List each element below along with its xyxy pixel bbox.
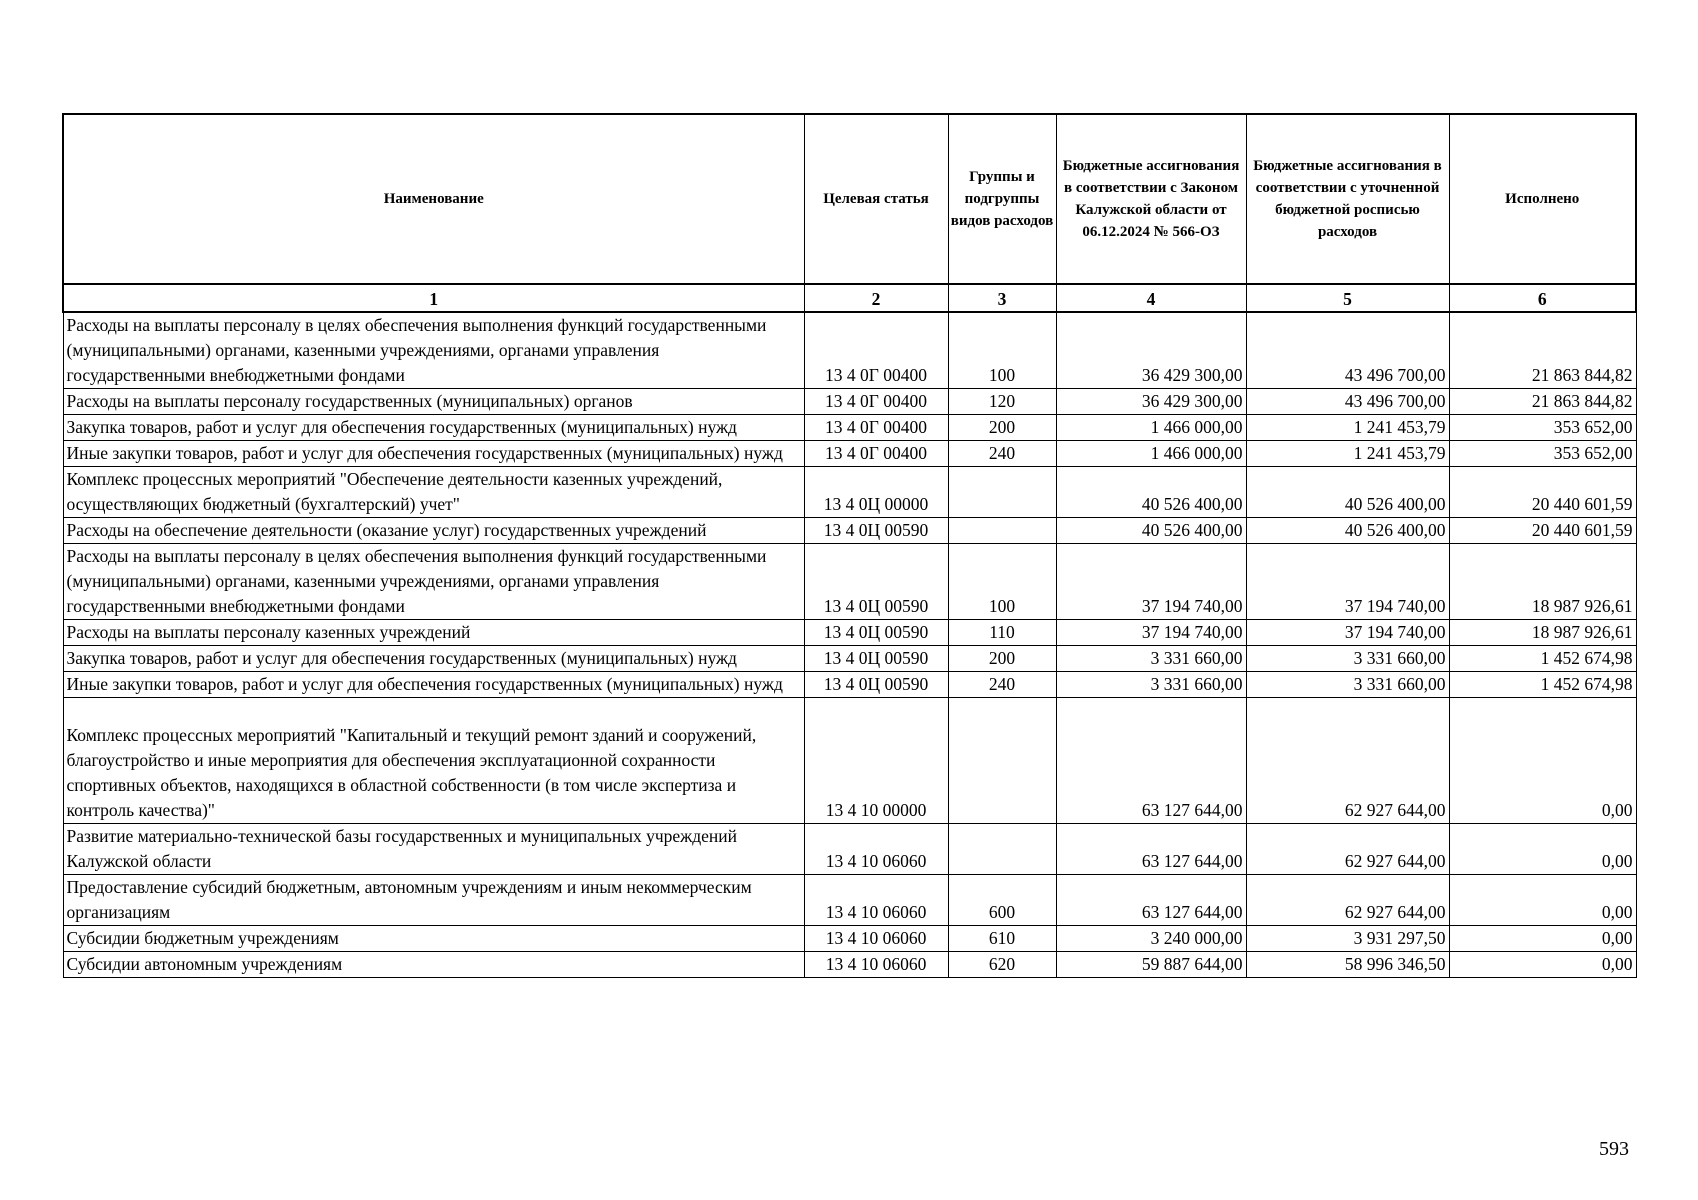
row-expense-group: [948, 467, 1056, 518]
row-target-article: 13 4 0Г 00400: [804, 312, 948, 389]
row-target-article: 13 4 0Г 00400: [804, 389, 948, 415]
table-row: [63, 441, 1636, 467]
header-target-article: Целевая статья: [804, 114, 948, 284]
header-row: [63, 114, 1636, 284]
row-target-article: 13 4 10 06060: [804, 952, 948, 978]
row-name: Расходы на обеспечение деятельности (оказание услуг) государственных учреждений: [63, 518, 804, 544]
row-executed: 18 987 926,61: [1449, 620, 1636, 646]
row-executed: 353 652,00: [1449, 415, 1636, 441]
row-name: Субсидии автономным учреждениям: [63, 952, 804, 978]
row-refined-allocation: 62 927 644,00: [1246, 824, 1449, 875]
row-executed: 0,00: [1449, 824, 1636, 875]
row-law-allocation: 63 127 644,00: [1056, 875, 1246, 926]
row-expense-group: 120: [948, 389, 1056, 415]
page-number: 593: [1599, 1138, 1629, 1160]
column-number: 6: [1449, 284, 1636, 312]
row-expense-group: 620: [948, 952, 1056, 978]
row-target-article: 13 4 0Ц 00590: [804, 544, 948, 620]
row-target-article: 13 4 10 06060: [804, 824, 948, 875]
row-refined-allocation: 43 496 700,00: [1246, 389, 1449, 415]
row-refined-allocation: 62 927 644,00: [1246, 698, 1449, 824]
column-number: 5: [1246, 284, 1449, 312]
header-executed: Исполнено: [1449, 114, 1636, 284]
row-target-article: 13 4 0Г 00400: [804, 441, 948, 467]
row-name: Расходы на выплаты персоналу государственных (муниципальных) органов: [63, 389, 804, 415]
row-expense-group: 200: [948, 415, 1056, 441]
table-row: [63, 467, 1636, 518]
row-name: Субсидии бюджетным учреждениям: [63, 926, 804, 952]
row-expense-group: 100: [948, 544, 1056, 620]
row-target-article: 13 4 10 06060: [804, 875, 948, 926]
table-row: [63, 544, 1636, 620]
row-name: Закупка товаров, работ и услуг для обеспечения государственных (муниципальных) нужд: [63, 415, 804, 441]
column-number: 3: [948, 284, 1056, 312]
table-row: [63, 875, 1636, 926]
row-refined-allocation: 3 331 660,00: [1246, 672, 1449, 698]
row-target-article: 13 4 0Ц 00590: [804, 672, 948, 698]
table-row: [63, 952, 1636, 978]
row-refined-allocation: 40 526 400,00: [1246, 518, 1449, 544]
row-law-allocation: 40 526 400,00: [1056, 467, 1246, 518]
row-expense-group: 100: [948, 312, 1056, 389]
row-law-allocation: 1 466 000,00: [1056, 415, 1246, 441]
row-executed: 0,00: [1449, 875, 1636, 926]
row-law-allocation: 36 429 300,00: [1056, 312, 1246, 389]
row-executed: 0,00: [1449, 926, 1636, 952]
row-name: Развитие материально-технической базы государственных и муниципальных учреждений Калужской области: [63, 824, 804, 875]
row-refined-allocation: 40 526 400,00: [1246, 467, 1449, 518]
row-expense-group: [948, 824, 1056, 875]
row-refined-allocation: 1 241 453,79: [1246, 415, 1449, 441]
row-law-allocation: 37 194 740,00: [1056, 544, 1246, 620]
row-target-article: 13 4 10 06060: [804, 926, 948, 952]
row-target-article: 13 4 0Ц 00590: [804, 518, 948, 544]
row-name: Расходы на выплаты персоналу казенных учреждений: [63, 620, 804, 646]
row-refined-allocation: 62 927 644,00: [1246, 875, 1449, 926]
row-executed: 21 863 844,82: [1449, 389, 1636, 415]
header-refined-allocations: Бюджетные ассигнования в соответствии с уточненной бюджетной росписью расходов: [1246, 114, 1449, 284]
row-law-allocation: 63 127 644,00: [1056, 698, 1246, 824]
header-name: Наименование: [63, 114, 804, 284]
row-law-allocation: 3 331 660,00: [1056, 646, 1246, 672]
row-name: Расходы на выплаты персоналу в целях обеспечения выполнения функций государственными (муниципальными) органами, казенными учреждениями, органами управления государственными внебюджетными фондами: [63, 312, 804, 389]
row-executed: 20 440 601,59: [1449, 518, 1636, 544]
row-target-article: 13 4 10 00000: [804, 698, 948, 824]
row-executed: 1 452 674,98: [1449, 672, 1636, 698]
row-target-article: 13 4 0Ц 00000: [804, 467, 948, 518]
header-expense-groups: Группы и подгруппы видов расходов: [948, 114, 1056, 284]
row-refined-allocation: 37 194 740,00: [1246, 620, 1449, 646]
row-expense-group: 240: [948, 441, 1056, 467]
row-target-article: 13 4 0Ц 00590: [804, 646, 948, 672]
row-expense-group: 240: [948, 672, 1056, 698]
table-row: [63, 926, 1636, 952]
row-law-allocation: 40 526 400,00: [1056, 518, 1246, 544]
row-refined-allocation: 43 496 700,00: [1246, 312, 1449, 389]
row-expense-group: 610: [948, 926, 1056, 952]
row-refined-allocation: 37 194 740,00: [1246, 544, 1449, 620]
table-row: [63, 620, 1636, 646]
row-executed: 21 863 844,82: [1449, 312, 1636, 389]
row-name: Комплекс процессных мероприятий "Капитальный и текущий ремонт зданий и сооружений, благоустройство и иные мероприятия для обеспечения эксплуатационной сохранности спортивных объектов, находящихся в областной собственности (в том числе экспертиза и контроль качества)": [63, 698, 804, 824]
row-expense-group: 600: [948, 875, 1056, 926]
table-row: [63, 415, 1636, 441]
row-refined-allocation: 3 931 297,50: [1246, 926, 1449, 952]
row-name: Закупка товаров, работ и услуг для обеспечения государственных (муниципальных) нужд: [63, 646, 804, 672]
row-executed: 0,00: [1449, 952, 1636, 978]
table-row: [63, 312, 1636, 389]
column-number: 2: [804, 284, 948, 312]
row-law-allocation: 63 127 644,00: [1056, 824, 1246, 875]
row-name: Иные закупки товаров, работ и услуг для обеспечения государственных (муниципальных) нужд: [63, 672, 804, 698]
row-name: Комплекс процессных мероприятий "Обеспечение деятельности казенных учреждений, осуществляющих бюджетный (бухгалтерский) учет": [63, 467, 804, 518]
row-executed: 0,00: [1449, 698, 1636, 824]
row-law-allocation: 59 887 644,00: [1056, 952, 1246, 978]
row-executed: 20 440 601,59: [1449, 467, 1636, 518]
row-executed: 353 652,00: [1449, 441, 1636, 467]
row-law-allocation: 3 240 000,00: [1056, 926, 1246, 952]
row-refined-allocation: 58 996 346,50: [1246, 952, 1449, 978]
row-expense-group: 110: [948, 620, 1056, 646]
row-target-article: 13 4 0Г 00400: [804, 415, 948, 441]
column-number: 4: [1056, 284, 1246, 312]
row-name: Иные закупки товаров, работ и услуг для обеспечения государственных (муниципальных) нужд: [63, 441, 804, 467]
header-law-allocations: Бюджетные ассигнования в соответствии с Законом Калужской области от 06.12.2024 № 566-ОЗ: [1056, 114, 1246, 284]
table-row: [63, 389, 1636, 415]
row-law-allocation: 1 466 000,00: [1056, 441, 1246, 467]
row-name: Предоставление субсидий бюджетным, автономным учреждениям и иным некоммерческим организациям: [63, 875, 804, 926]
table-row: [63, 824, 1636, 875]
row-expense-group: 200: [948, 646, 1056, 672]
budget-table: [62, 113, 1637, 978]
row-law-allocation: 3 331 660,00: [1056, 672, 1246, 698]
table-row: [63, 672, 1636, 698]
row-target-article: 13 4 0Ц 00590: [804, 620, 948, 646]
row-name: Расходы на выплаты персоналу в целях обеспечения выполнения функций государственными (муниципальными) органами, казенными учреждениями, органами управления государственными внебюджетными фондами: [63, 544, 804, 620]
row-executed: 1 452 674,98: [1449, 646, 1636, 672]
row-executed: 18 987 926,61: [1449, 544, 1636, 620]
column-number: 1: [63, 284, 804, 312]
row-refined-allocation: 1 241 453,79: [1246, 441, 1449, 467]
row-law-allocation: 37 194 740,00: [1056, 620, 1246, 646]
table-row: [63, 646, 1636, 672]
row-law-allocation: 36 429 300,00: [1056, 389, 1246, 415]
table-row: [63, 518, 1636, 544]
column-number-row: [63, 284, 1636, 312]
table-row: [63, 698, 1636, 824]
row-expense-group: [948, 518, 1056, 544]
row-refined-allocation: 3 331 660,00: [1246, 646, 1449, 672]
row-expense-group: [948, 698, 1056, 824]
